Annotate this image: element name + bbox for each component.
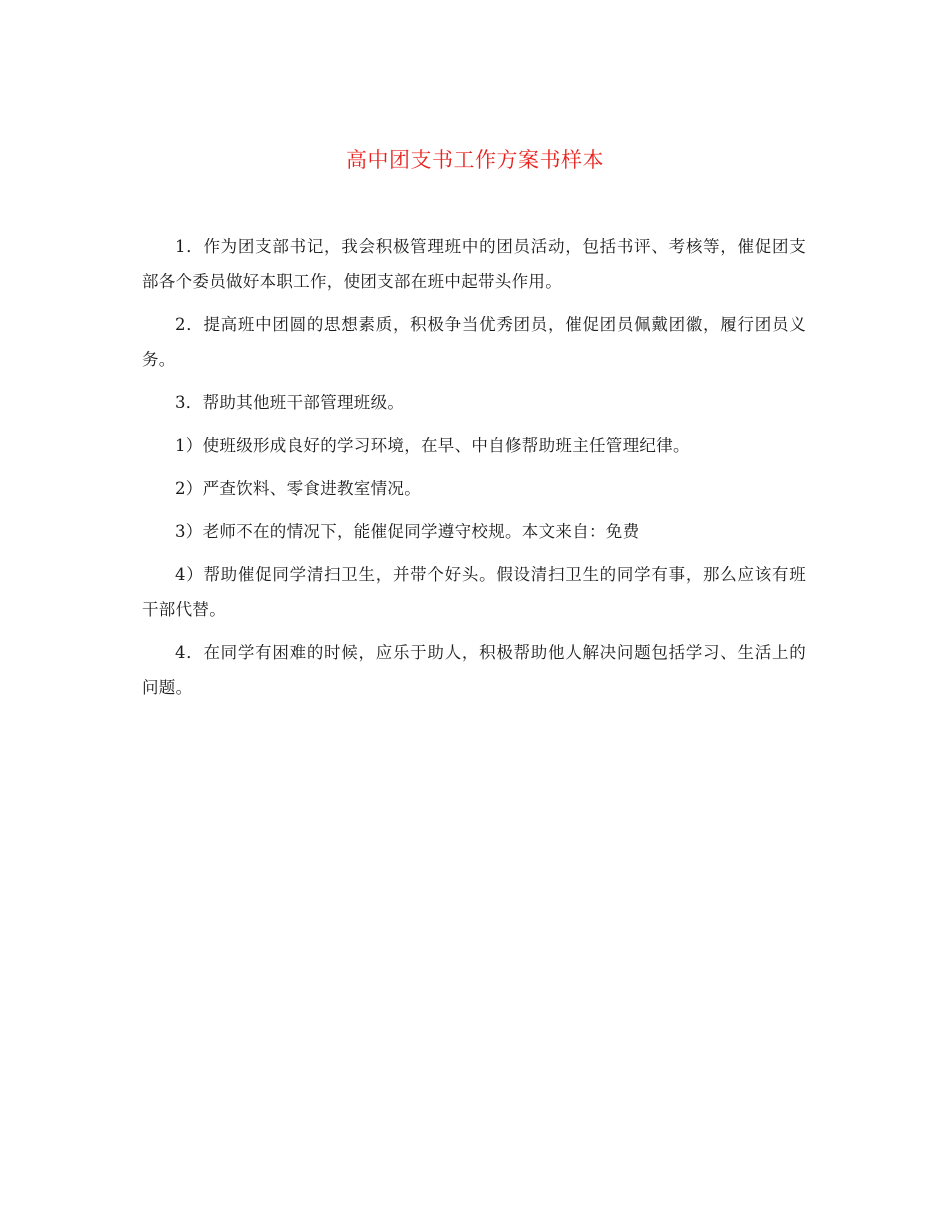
paragraph-item-4: 4．在同学有困难的时候，应乐于助人，积极帮助他人解决问题包括学习、生活上的问题。 (142, 643, 806, 697)
sub-item-3: 3）老师不在的情况下，能催促同学遵守校规。本文来自：免费 (175, 522, 640, 541)
paragraph-item-1: 1．作为团支部书记，我会积极管理班中的团员活动，包括书评、考核等，催促团支部各个委员做好本职工作，使团支部在班中起带头作用。 (142, 237, 806, 291)
sub-item-4: 4）帮助催促同学清扫卫生，并带个好头。假设清扫卫生的同学有事，那么应该有班干部代替。 (142, 565, 806, 619)
document-title: 高中团支书工作方案书样本 (346, 148, 604, 172)
document-body (142, 229, 806, 713)
paragraph-item-3: 3．帮助其他班干部管理班级。 (175, 393, 405, 412)
sub-item-1: 1）使班级形成良好的学习环境，在早、中自修帮助班主任管理纪律。 (175, 436, 690, 455)
paragraph-item-2: 2．提高班中团圆的思想素质，积极争当优秀团员，催促团员佩戴团徽，履行团员义务。 (142, 315, 806, 369)
sub-item-2: 2）严查饮料、零食进教室情况。 (175, 479, 421, 498)
